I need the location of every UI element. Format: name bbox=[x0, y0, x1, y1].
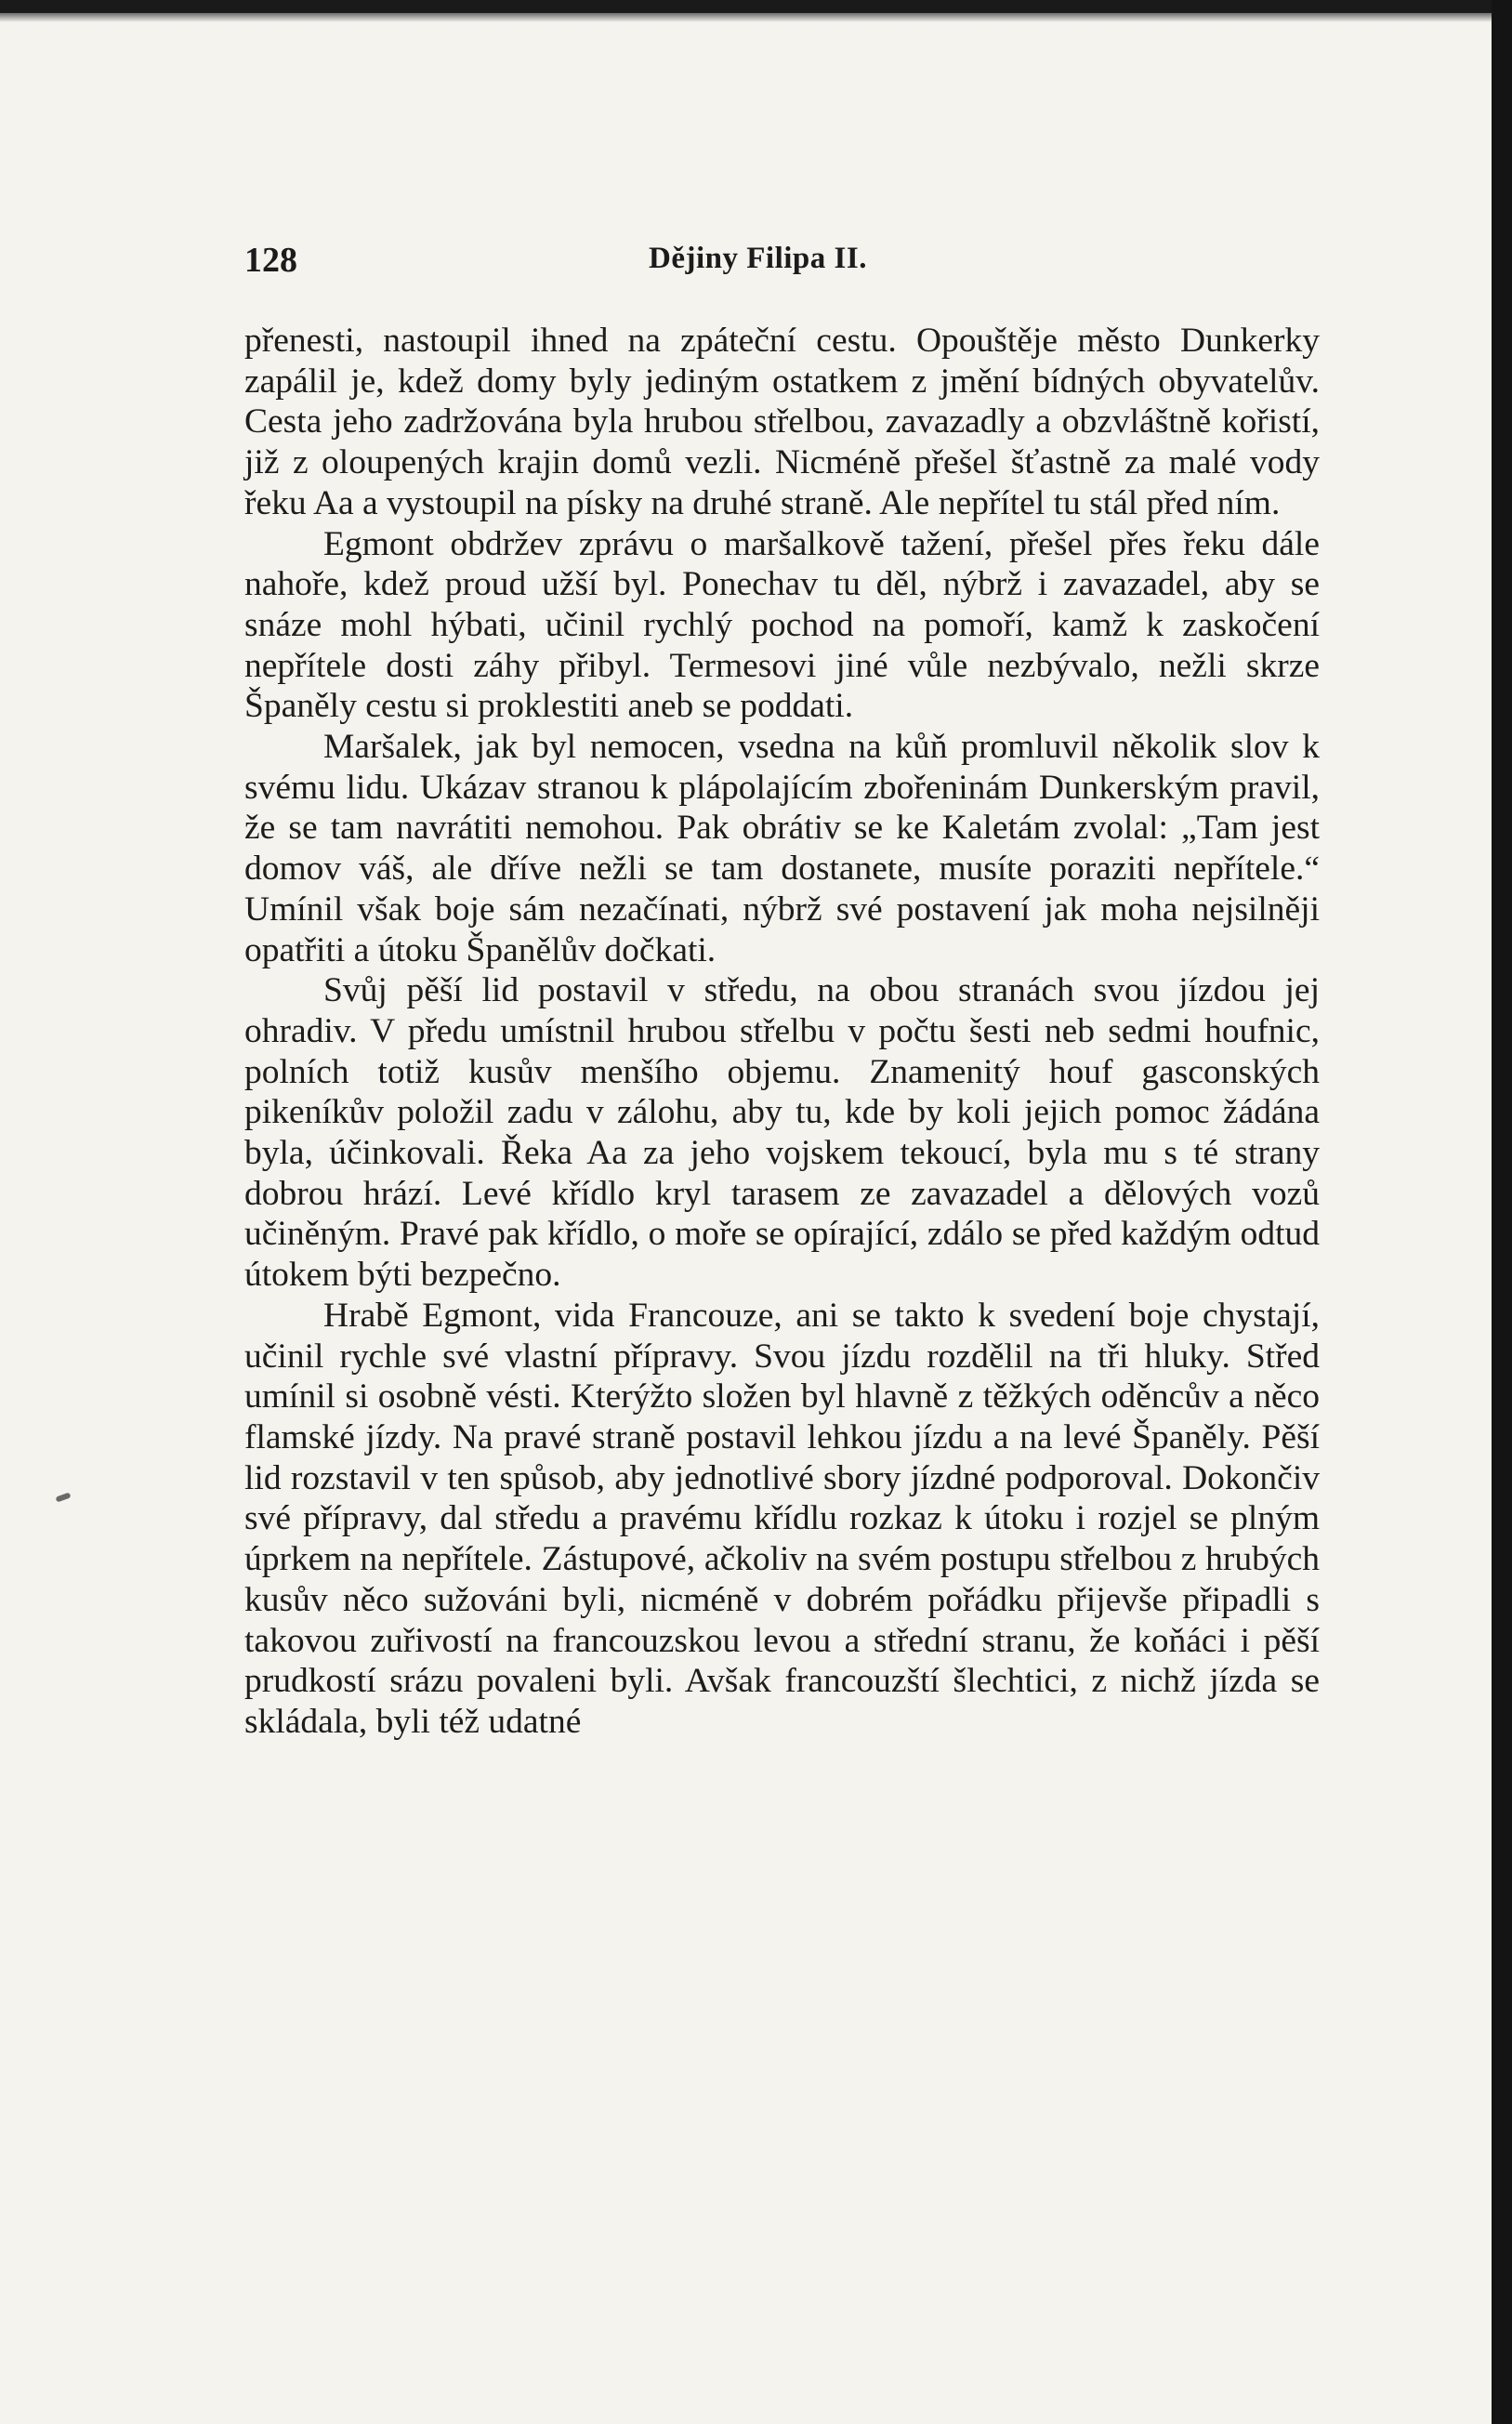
scan-top-border bbox=[0, 0, 1512, 13]
page-number: 128 bbox=[244, 241, 297, 280]
paragraph-3: Maršalek, jak byl nemocen, vsedna na kůň promluvil několik slov k svému lidu. Ukázav stranou k plápolajícím zbořeninám Dunkerským pravil, že se tam navrátiti nemohou. Pak obrátiv se ke Kaletám zvolal: „Tam jest domov váš, ale dříve nežli se tam dostanete, musíte poraziti nepřítele.“ Umínil však boje sám nezačínati, nýbrž své postavení jak moha nejsilněji opatřiti a útoku Španělův dočkati. bbox=[244, 728, 1320, 969]
paragraph-5: Hrabě Egmont, vida Francouze, ani se takto k svedení boje chystají, učinil rychle své vlastní přípravy. Svou jízdu rozdělil na tři hluky. Střed umínil si osobně vésti. Kterýžto složen byl hlavně z těžkých oděncův a něco flamské jízdy. Na pravé straně postavil lehkou jízdu a na levé Španěly. Pěší lid rozstavil v ten spůsob, aby jednotlivé sbory jízdné podporoval. Dokončiv své přípravy, dal středu a pravému křídlu rozkaz k útoku i rozjel se plným úprkem na nepřítele. Zástupové, ačkoliv na svém postupu střelbou z hrubých kusův něco sužováni byli, nicméně v dobrém pořádku přijevše připadli s takovou zuřivostí na francouzskou levou a střední stranu, že koňáci i pěší prudkostí srázu povaleni byli. Avšak francouzští šlechtici, z nichž jízda se skládala, byli též udatné bbox=[244, 1296, 1320, 1741]
body-text bbox=[244, 321, 1320, 1743]
scan-right-border bbox=[1492, 0, 1512, 2424]
margin-speck bbox=[55, 1492, 71, 1502]
running-head: Dějiny Filipa II. bbox=[649, 242, 867, 275]
paragraph-2: Egmont obdržev zprávu o maršalkově tažení, přešel přes řeku dále nahoře, kdež proud užší byl. Ponechav tu děl, nýbrž i zavazadel, aby se snáze mohl hýbati, učinil rychlý pochod na pomoří, kamž k zaskočení nepřítele dosti záhy přibyl. Termesovi jiné vůle nezbývalo, nežli skrze Španěly cestu si proklestiti aneb se poddati. bbox=[244, 524, 1320, 726]
scan-top-shadow bbox=[0, 13, 1512, 22]
paragraph-1: přenesti, nastoupil ihned na zpáteční cestu. Opouštěje město Dunkerky zapálil je, kdež domy byly jediným ostatkem z jmění bídných obyvatelův. Cesta jeho zadržována byla hrubou střelbou, zavazadly a obzvláštně kořistí, již z oloupených krajin domů vezli. Nicméně přešel šťastně za malé vody řeku Aa a vystoupil na písky na druhé straně. Ale nepřítel tu stál před ním. bbox=[244, 322, 1320, 522]
paragraph-4: Svůj pěší lid postavil v středu, na obou stranách svou jízdou jej ohradiv. V předu umístnil hrubou střelbu v počtu šesti neb sedmi houfnic, polních totiž kusův menšího objemu. Znamenitý houf gasconských pikeníkův položil zadu v zálohu, aby tu, kde by koli jejich pomoc žádána byla, účinkovali. Řeka Aa za jeho vojskem tekoucí, byla mu s té strany dobrou hrází. Levé křídlo kryl tarasem ze zavazadel a dělových vozů učiněným. Pravé pak křídlo, o moře se opírající, zdálo se před každým odtud útokem býti bezpečno. bbox=[244, 971, 1320, 1295]
page-header bbox=[244, 240, 1318, 286]
